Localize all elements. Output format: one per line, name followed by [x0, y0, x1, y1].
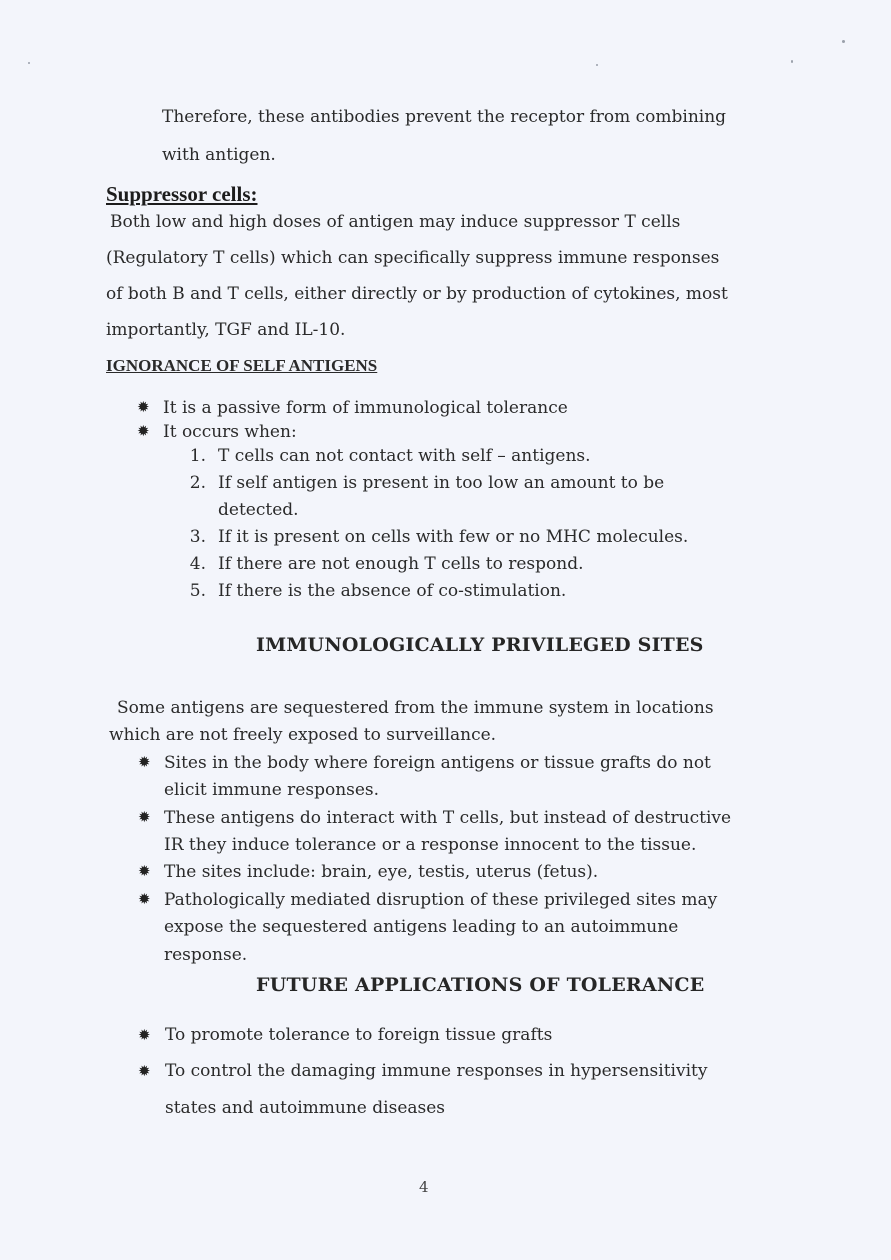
- future-heading: FUTURE APPLICATIONS OF TOLERANCE: [256, 974, 705, 996]
- flower-bullet-icon: ✹: [138, 753, 151, 771]
- privileged-bullet: These antigens do interact with T cells, but instead of destructive: [164, 808, 732, 828]
- suppressor-line: importantly, TGF and IL-10.: [106, 320, 346, 340]
- privileged-bullet: Sites in the body where foreign antigens or tissue grafts do not: [164, 753, 711, 773]
- suppressor-heading: Suppressor cells:: [106, 182, 258, 206]
- privileged-heading: IMMUNOLOGICALLY PRIVILEGED SITES: [256, 634, 704, 656]
- suppressor-line: of both B and T cells, either directly or by production of cytokines, most: [106, 284, 728, 304]
- flower-bullet-icon: ✹: [137, 398, 150, 416]
- ignorance-bullet: It occurs when:: [163, 422, 297, 442]
- flower-bullet-icon: ✹: [138, 862, 151, 880]
- scan-speck: [791, 60, 793, 63]
- flower-bullet-icon: ✹: [138, 808, 151, 826]
- privileged-bullet-continuation: expose the sequestered antigens leading to an autoimmune: [164, 917, 679, 937]
- scan-speck: [28, 62, 30, 64]
- flower-bullet-icon: ✹: [138, 1026, 151, 1044]
- numbered-item: If there are not enough T cells to respond.: [218, 554, 584, 574]
- numbered-marker: 2.: [189, 473, 206, 493]
- privileged-bullet-continuation: response.: [164, 945, 248, 965]
- scan-speck: [596, 64, 598, 66]
- suppressor-line: (Regulatory T cells) which can specifically suppress immune responses: [106, 248, 720, 268]
- numbered-marker: 3.: [189, 527, 206, 547]
- suppressor-line: Both low and high doses of antigen may induce suppressor T cells: [110, 212, 681, 232]
- flower-bullet-icon: ✹: [138, 890, 151, 908]
- numbered-item-continuation: detected.: [218, 500, 299, 520]
- numbered-item: If there is the absence of co-stimulation.: [218, 581, 567, 601]
- numbered-item: T cells can not contact with self – antigens.: [218, 446, 591, 466]
- flower-bullet-icon: ✹: [138, 1062, 151, 1080]
- privileged-intro-line: which are not freely exposed to surveillance.: [109, 725, 497, 745]
- privileged-intro-line: Some antigens are sequestered from the immune system in locations: [117, 698, 714, 718]
- future-bullet-continuation: states and autoimmune diseases: [165, 1098, 446, 1118]
- page-number: 4: [419, 1178, 429, 1196]
- ignorance-bullet: It is a passive form of immunological tolerance: [163, 398, 568, 418]
- numbered-marker: 4.: [189, 554, 206, 574]
- scan-speck: [842, 40, 845, 43]
- intro-line-1: Therefore, these antibodies prevent the receptor from combining: [162, 107, 727, 127]
- privileged-bullet: Pathologically mediated disruption of these privileged sites may: [164, 890, 718, 910]
- flower-bullet-icon: ✹: [137, 422, 150, 440]
- intro-line-2: with antigen.: [162, 145, 276, 165]
- privileged-bullet: The sites include: brain, eye, testis, uterus (fetus).: [164, 862, 599, 882]
- numbered-marker: 5.: [189, 581, 206, 601]
- future-bullet: To control the damaging immune responses in hypersensitivity: [165, 1061, 708, 1081]
- numbered-item: If self antigen is present in too low an amount to be: [218, 473, 665, 493]
- privileged-bullet-continuation: elicit immune responses.: [164, 780, 380, 800]
- numbered-marker: 1.: [189, 446, 206, 466]
- numbered-item: If it is present on cells with few or no MHC molecules.: [218, 527, 689, 547]
- ignorance-heading: IGNORANCE OF SELF ANTIGENS: [106, 356, 378, 375]
- future-bullet: To promote tolerance to foreign tissue grafts: [165, 1025, 553, 1045]
- privileged-bullet-continuation: IR they induce tolerance or a response innocent to the tissue.: [164, 835, 697, 855]
